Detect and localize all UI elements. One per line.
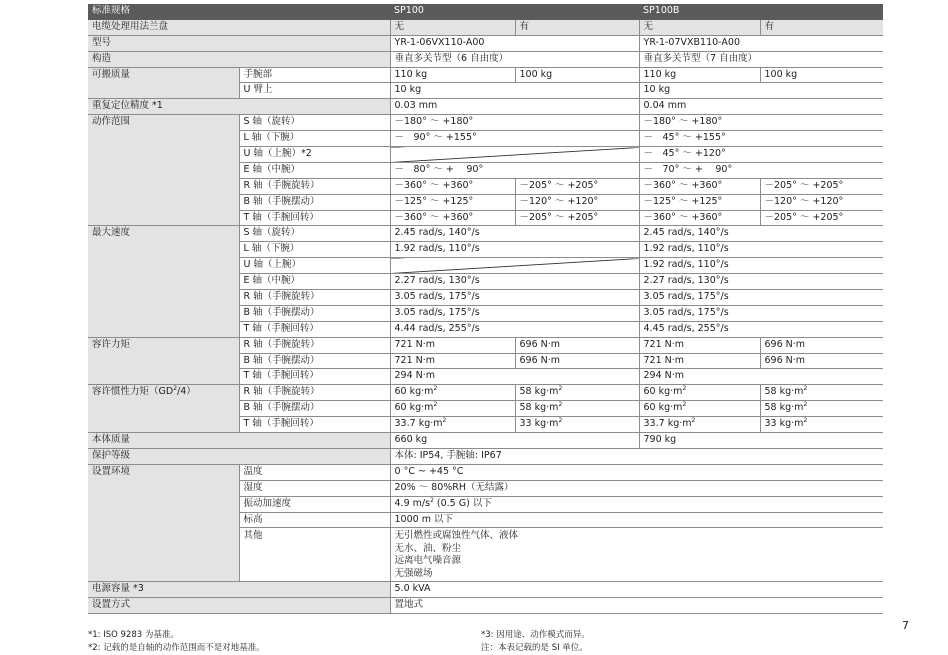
range-l-label: L 轴（下腕）	[239, 131, 390, 147]
spec-table	[88, 4, 883, 614]
flange-row	[88, 19, 883, 35]
inertia-t-v1: 33.7 $kg\cdot m^2$	[390, 417, 515, 433]
speed-s-sp100b: 2.45 rad/s, 140°/s	[639, 226, 883, 242]
speed-s-label: S 轴（旋转）	[239, 226, 390, 242]
flange-label: 电缆处理用法兰盘	[88, 19, 390, 35]
speed-r-sp100: 3.05 rad/s, 175°/s	[390, 290, 639, 306]
protection-label: 保护等级	[88, 448, 390, 464]
env-altitude-label: 标高	[239, 512, 390, 528]
range-e-sp100: － 80° ～ + 90°	[390, 162, 639, 178]
range-b-v1: －125° ～ +125°	[390, 194, 515, 210]
inertia-label-sup: 2	[173, 385, 178, 393]
torque-t-sp100b: 294 N·m	[639, 369, 883, 385]
inertia-t-v3: 33.7 $kg\cdot m^2$	[639, 417, 760, 433]
speed-r-sp100b: 3.05 rad/s, 175°/s	[639, 290, 883, 306]
flange-sp100-with: 有	[515, 19, 639, 35]
inertia-b-v1: 60 $kg\cdot m^2$	[390, 401, 515, 417]
payload-uarm-label: U 臂上	[239, 83, 390, 99]
range-r-label: R 轴（手腕旋转）	[239, 178, 390, 194]
range-s-sp100: －180° ～ +180°	[390, 115, 639, 131]
range-e-label: E 轴（中腕）	[239, 162, 390, 178]
range-l-sp100: － 90° ～ +155°	[390, 131, 639, 147]
range-t-v3: －360° ～ +360°	[639, 210, 760, 226]
inertia-b-v4: 58 $kg\cdot m^2$	[760, 401, 883, 417]
install-label: 设置方式	[88, 598, 390, 614]
inertia-t-v2: 33 $kg\cdot m^2$	[515, 417, 639, 433]
speed-u-sp100-na	[390, 258, 639, 274]
inertia-b-label: B 轴（手腕摆动）	[239, 401, 390, 417]
payload-uarm-sp100: 10 kg	[390, 83, 639, 99]
repeat-sp100: 0.03 mm	[390, 99, 639, 115]
repeat-label: 重复定位精度 *1	[88, 99, 390, 115]
env-other-line: 无引燃性或腐蚀性气体、液体	[394, 530, 519, 542]
torque-r-label: R 轴（手腕旋转）	[239, 337, 390, 353]
torque-b-v3: 721 N·m	[639, 353, 760, 369]
install-value: 置地式	[390, 598, 883, 614]
range-u-label: U 轴（上腕）*2	[239, 147, 390, 163]
env-humidity-label: 湿度	[239, 480, 390, 496]
header-title: 标准规格	[88, 4, 390, 19]
range-b-v3: －125° ～ +125°	[639, 194, 760, 210]
page-number: 7	[902, 619, 909, 632]
env-other-line: 远离电气噪音源	[394, 555, 462, 567]
torque-r-v3: 721 N·m	[639, 337, 760, 353]
torque-label: 容许力矩	[88, 337, 239, 385]
range-t-label: T 轴（手腕回转）	[239, 210, 390, 226]
range-t-v2: －205° ～ +205°	[515, 210, 639, 226]
torque-t-sp100: 294 N·m	[390, 369, 639, 385]
speed-u-label: U 轴（上腕）	[239, 258, 390, 274]
speed-l-sp100b: 1.92 rad/s, 110°/s	[639, 242, 883, 258]
range-s-row	[88, 115, 883, 131]
structure-row	[88, 51, 883, 67]
torque-b-v2: 696 N·m	[515, 353, 639, 369]
range-b-label: B 轴（手腕摆动）	[239, 194, 390, 210]
env-humidity-value: 20% ～ 80%RH（无结露）	[390, 480, 883, 496]
range-t-v1: －360° ～ +360°	[390, 210, 515, 226]
mass-sp100: 660 kg	[390, 433, 639, 449]
env-temp-value: 0 °C ~ +45 °C	[390, 464, 883, 480]
structure-sp100b: 垂直多关节型（7 自由度）	[639, 51, 883, 67]
inertia-label-post: /4）	[177, 386, 196, 398]
torque-b-v4: 696 N·m	[760, 353, 883, 369]
payload-uarm-sp100b: 10 kg	[639, 83, 883, 99]
speed-e-sp100b: 2.27 rad/s, 130°/s	[639, 274, 883, 290]
power-label: 电源容量 *3	[88, 582, 390, 598]
mass-label: 本体质量	[88, 433, 390, 449]
model-label: 型号	[88, 35, 390, 51]
inertia-t-v4: 33 $kg\cdot m^2$	[760, 417, 883, 433]
model-row	[88, 35, 883, 51]
header-sp100b: SP100B	[639, 4, 883, 19]
power-value: 5.0 kVA	[390, 582, 883, 598]
env-other-label: 其他	[239, 528, 390, 582]
speed-t-label: T 轴（手腕回转）	[239, 321, 390, 337]
payload-wrist-row	[88, 67, 883, 83]
protection-row	[88, 448, 883, 464]
env-temp-row	[88, 464, 883, 480]
payload-wrist-v1: 110 kg	[390, 67, 515, 83]
footnote-3: *3: 因用途、动作模式而异。	[481, 630, 590, 640]
range-r-v4: －205° ～ +205°	[760, 178, 883, 194]
repeat-sp100b: 0.04 mm	[639, 99, 883, 115]
torque-r-v1: 721 N·m	[390, 337, 515, 353]
payload-wrist-v3: 110 kg	[639, 67, 760, 83]
torque-r-row	[88, 337, 883, 353]
model-sp100: YR-1-06VX110-A00	[390, 35, 639, 51]
range-r-v3: －360° ～ +360°	[639, 178, 760, 194]
structure-label: 构造	[88, 51, 390, 67]
speed-e-sp100: 2.27 rad/s, 130°/s	[390, 274, 639, 290]
torque-r-v2: 696 N·m	[515, 337, 639, 353]
inertia-t-label: T 轴（手腕回转）	[239, 417, 390, 433]
speed-b-label: B 轴（手腕摆动）	[239, 305, 390, 321]
range-b-v2: －120° ～ +120°	[515, 194, 639, 210]
payload-label: 可搬质量	[88, 67, 239, 99]
inertia-label-pre: 容许惯性力矩（GD	[92, 386, 174, 398]
model-sp100b: YR-1-07VXB110-A00	[639, 35, 883, 51]
speed-s-row	[88, 226, 883, 242]
speed-t-sp100b: 4.45 rad/s, 255°/s	[639, 321, 883, 337]
footnote-note: 注：本表记载的是 SI 单位。	[481, 643, 588, 653]
payload-wrist-v4: 100 kg	[760, 67, 883, 83]
speed-b-sp100: 3.05 rad/s, 175°/s	[390, 305, 639, 321]
inertia-r-label: R 轴（手腕旋转）	[239, 385, 390, 401]
env-altitude-value: 1000 m 以下	[390, 512, 883, 528]
protection-value: 本体: IP54, 手腕轴: IP67	[390, 448, 883, 464]
inertia-r-v1: 60 $kg\cdot m^2$	[390, 385, 515, 401]
inertia-r-v3: 60 $kg\cdot m^2$	[639, 385, 760, 401]
range-s-sp100b: －180° ～ +180°	[639, 115, 883, 131]
inertia-r-row	[88, 385, 883, 401]
env-vibration-value: 4.9 $m/s^2$ (0.5 G) 以下	[390, 496, 883, 512]
range-u-sp100-na	[390, 147, 639, 163]
env-other-line: 无强磁场	[394, 567, 433, 579]
speed-r-label: R 轴（手腕旋转）	[239, 290, 390, 306]
flange-sp100b-none: 无	[639, 19, 760, 35]
torque-b-v1: 721 N·m	[390, 353, 515, 369]
inertia-b-v2: 58 $kg\cdot m^2$	[515, 401, 639, 417]
speed-s-sp100: 2.45 rad/s, 140°/s	[390, 226, 639, 242]
inertia-r-v2: 58 $kg\cdot m^2$	[515, 385, 639, 401]
env-temp-label: 温度	[239, 464, 390, 480]
range-r-v1: －360° ～ +360°	[390, 178, 515, 194]
speed-l-sp100: 1.92 rad/s, 110°/s	[390, 242, 639, 258]
inertia-r-v4: 58 $kg\cdot m^2$	[760, 385, 883, 401]
payload-wrist-label: 手腕部	[239, 67, 390, 83]
speed-u-sp100b: 1.92 rad/s, 110°/s	[639, 258, 883, 274]
footnote-2: *2: 记载的是自轴的动作范围而不是对地基准。	[88, 643, 265, 653]
torque-b-label: B 轴（手腕摆动）	[239, 353, 390, 369]
mass-sp100b: 790 kg	[639, 433, 883, 449]
mass-row	[88, 433, 883, 449]
env-vibration-label: 振动加速度	[239, 496, 390, 512]
range-l-sp100b: － 45° ～ +155°	[639, 131, 883, 147]
range-b-v4: －120° ～ +120°	[760, 194, 883, 210]
speed-b-sp100b: 3.05 rad/s, 175°/s	[639, 305, 883, 321]
speed-label: 最大速度	[88, 226, 239, 337]
speed-e-label: E 轴（中腕）	[239, 274, 390, 290]
install-row	[88, 598, 883, 614]
env-other-value	[390, 528, 883, 582]
speed-t-sp100: 4.44 rad/s, 255°/s	[390, 321, 639, 337]
header-row	[88, 4, 883, 19]
range-s-label: S 轴（旋转）	[239, 115, 390, 131]
flange-sp100-none: 无	[390, 19, 515, 35]
footnote-1: *1: ISO 9283 为基准。	[88, 630, 179, 640]
structure-sp100: 垂直多关节型（6 自由度）	[390, 51, 639, 67]
torque-t-label: T 轴（手腕回转）	[239, 369, 390, 385]
header-sp100: SP100	[390, 4, 639, 19]
env-other-line: 无水、油、粉尘	[394, 542, 462, 554]
range-t-v4: －205° ～ +205°	[760, 210, 883, 226]
inertia-b-v3: 60 $kg\cdot m^2$	[639, 401, 760, 417]
speed-l-label: L 轴（下腕）	[239, 242, 390, 258]
flange-sp100b-with: 有	[760, 19, 883, 35]
torque-r-v4: 696 N·m	[760, 337, 883, 353]
power-row	[88, 582, 883, 598]
inertia-label	[88, 385, 239, 433]
range-u-sp100b: － 45° ～ +120°	[639, 147, 883, 163]
range-e-sp100b: － 70° ～ + 90°	[639, 162, 883, 178]
repeat-row	[88, 99, 883, 115]
payload-wrist-v2: 100 kg	[515, 67, 639, 83]
environment-label: 设置环境	[88, 464, 239, 582]
range-label: 动作范围	[88, 115, 239, 226]
range-r-v2: －205° ～ +205°	[515, 178, 639, 194]
